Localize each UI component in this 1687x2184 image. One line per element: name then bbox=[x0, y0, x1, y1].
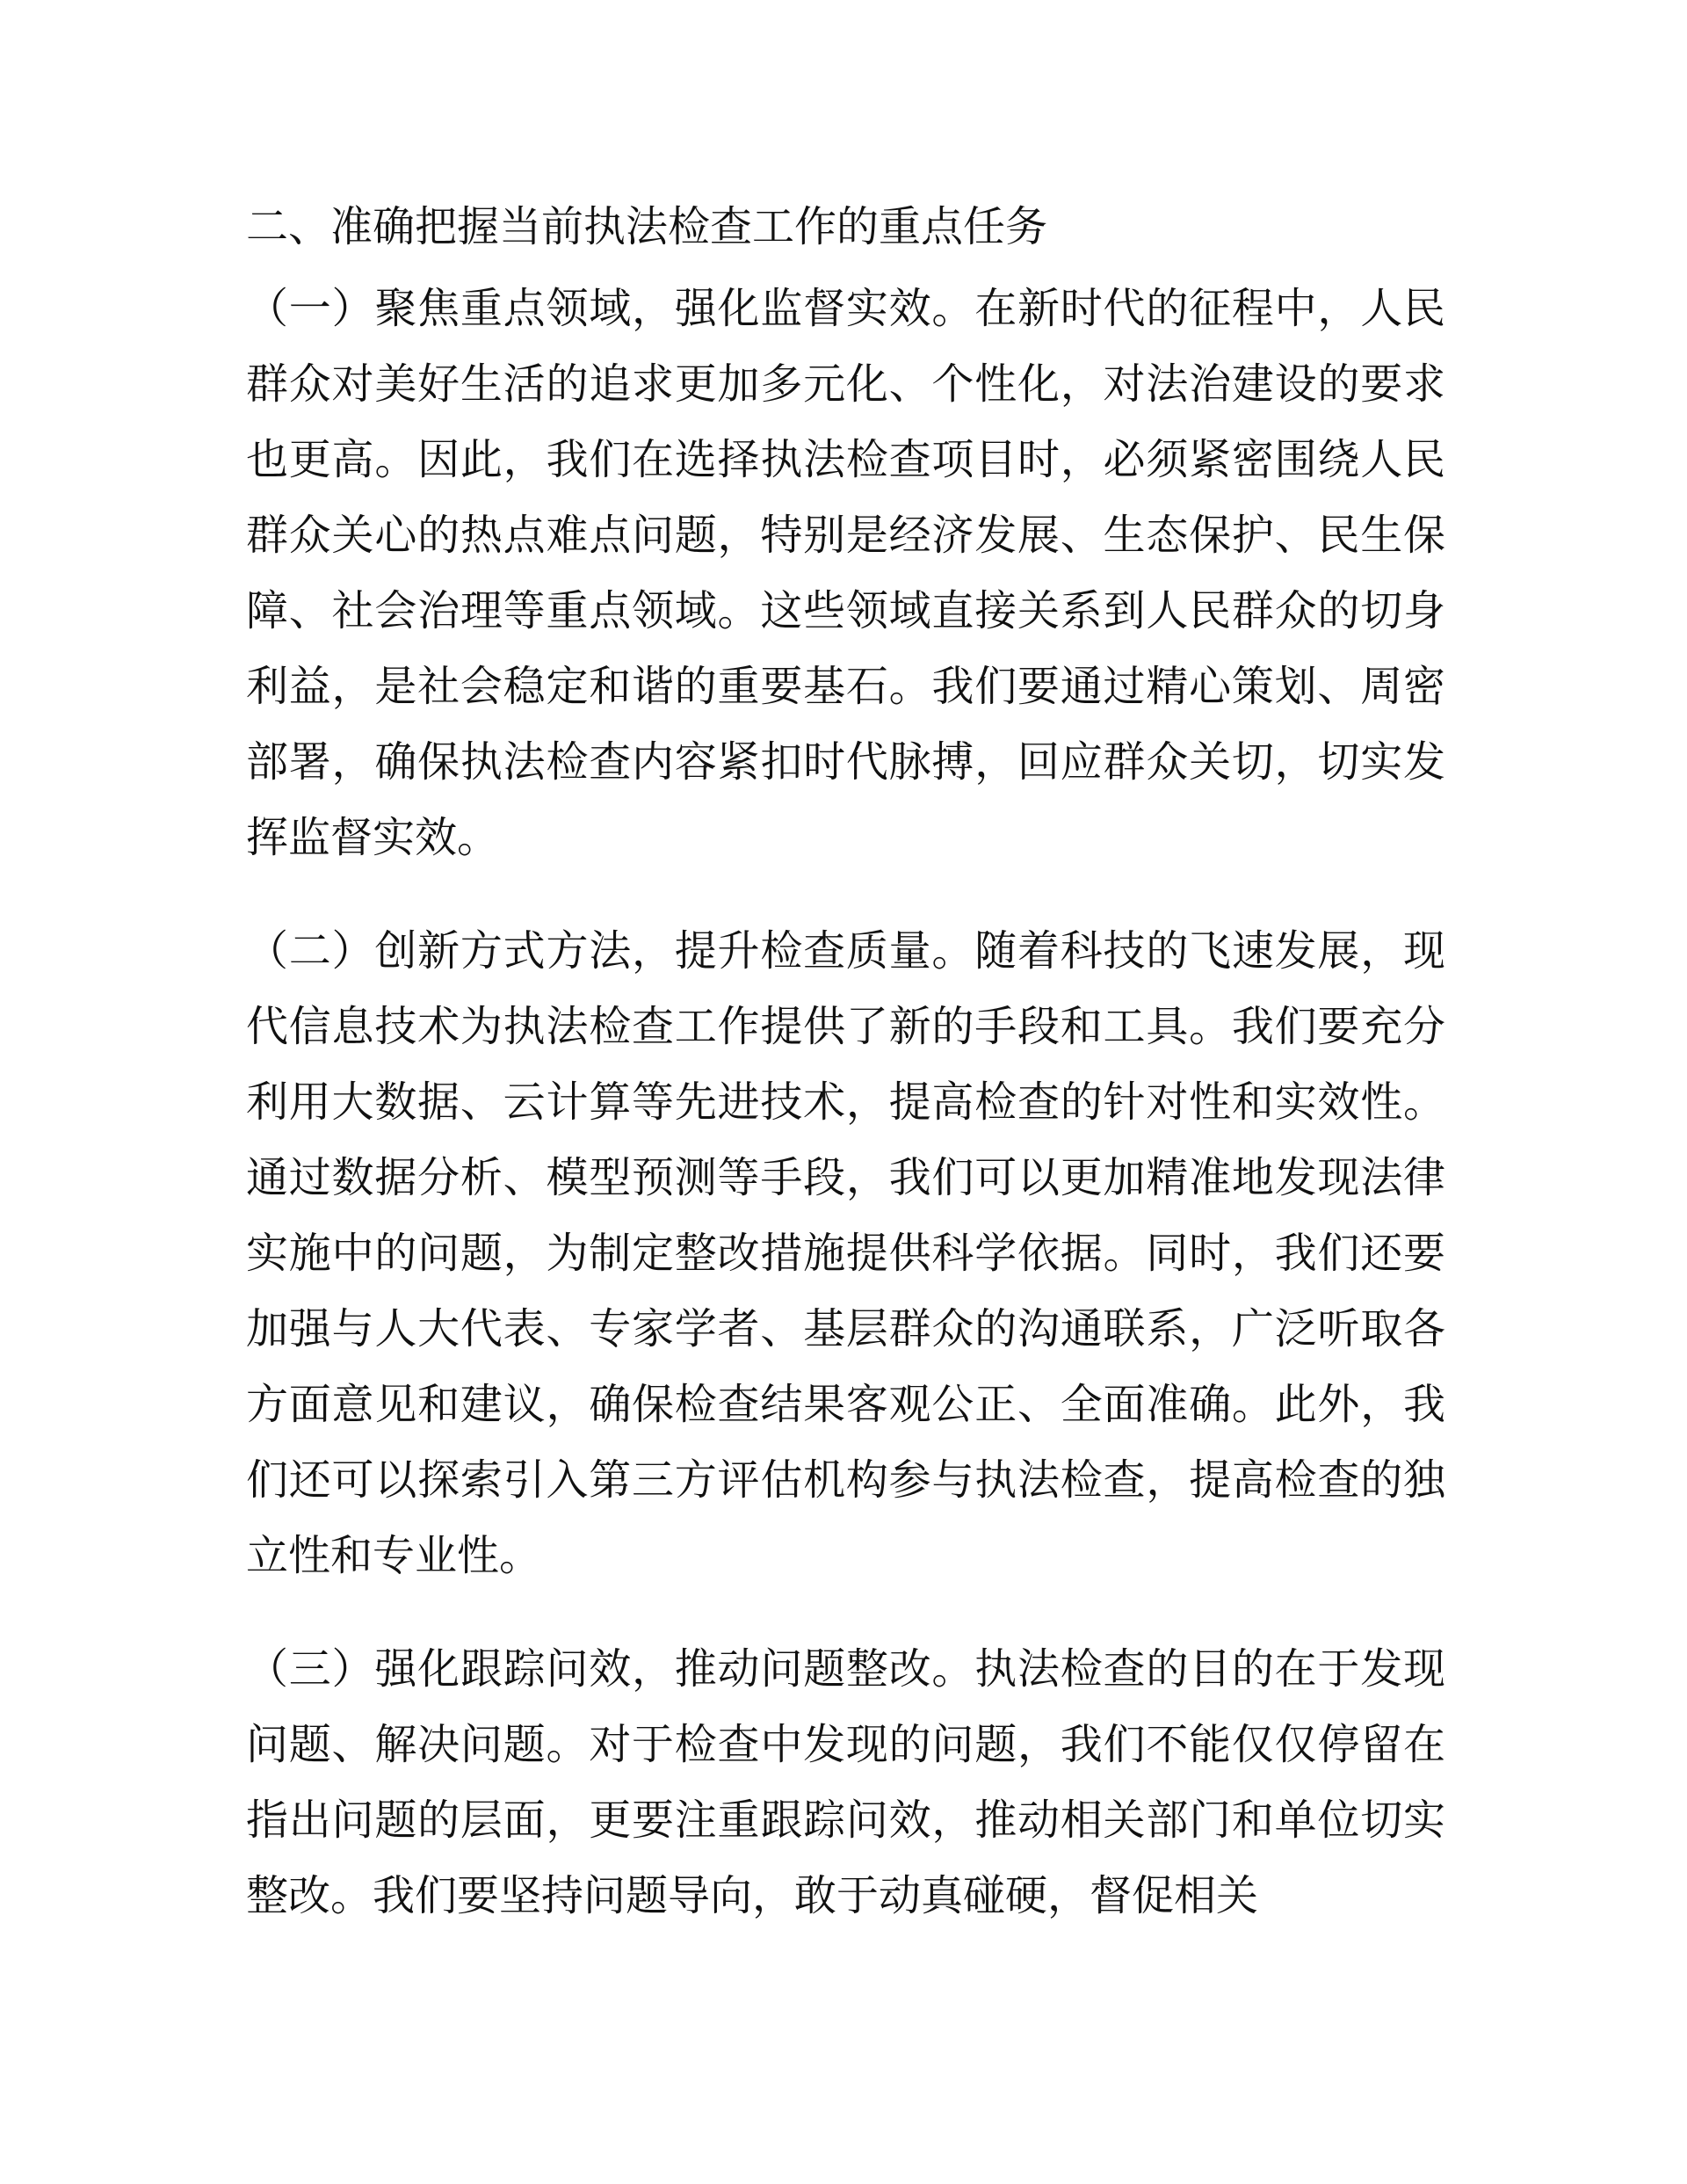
paragraph-3: （三）强化跟踪问效，推动问题整改。执法检查的目的在于发现问题、解决问题。对于检查中发现的问题，我们不能仅仅停留在指出问题的层面，更要注重跟踪问效，推动相关部门和单位切实整改。我们要坚持问题导向，敢于动真碰硬，督促相关 bbox=[246, 1644, 1445, 1920]
section-heading: 二、准确把握当前执法检查工作的重点任务 bbox=[246, 202, 1048, 251]
document-body bbox=[246, 192, 1445, 1971]
paragraph-1: （一）聚焦重点领域，强化监督实效。在新时代的征程中，人民群众对美好生活的追求更加多元化、个性化，对法治建设的要求也更高。因此，我们在选择执法检查项目时，必须紧密围绕人民群众关心的热点难点问题，特别是经济发展、生态保护、民生保障、社会治理等重点领域。这些领域直接关系到人民群众的切身利益，是社会稳定和谐的重要基石。我们要通过精心策划、周密部署，确保执法检查内容紧扣时代脉搏，回应群众关切，切实发挥监督实效。 bbox=[246, 284, 1445, 862]
paragraph-2: （二）创新方式方法，提升检查质量。随着科技的飞速发展，现代信息技术为执法检查工作提供了新的手段和工具。我们要充分利用大数据、云计算等先进技术，提高检查的针对性和实效性。通过数据分析、模型预测等手段，我们可以更加精准地发现法律实施中的问题，为制定整改措施提供科学依据。同时，我们还要加强与人大代表、专家学者、基层群众的沟通联系，广泛听取各方面意见和建议，确保检查结果客观公正、全面准确。此外，我们还可以探索引入第三方评估机构参与执法检查，提高检查的独立性和专业性。 bbox=[246, 926, 1445, 1580]
